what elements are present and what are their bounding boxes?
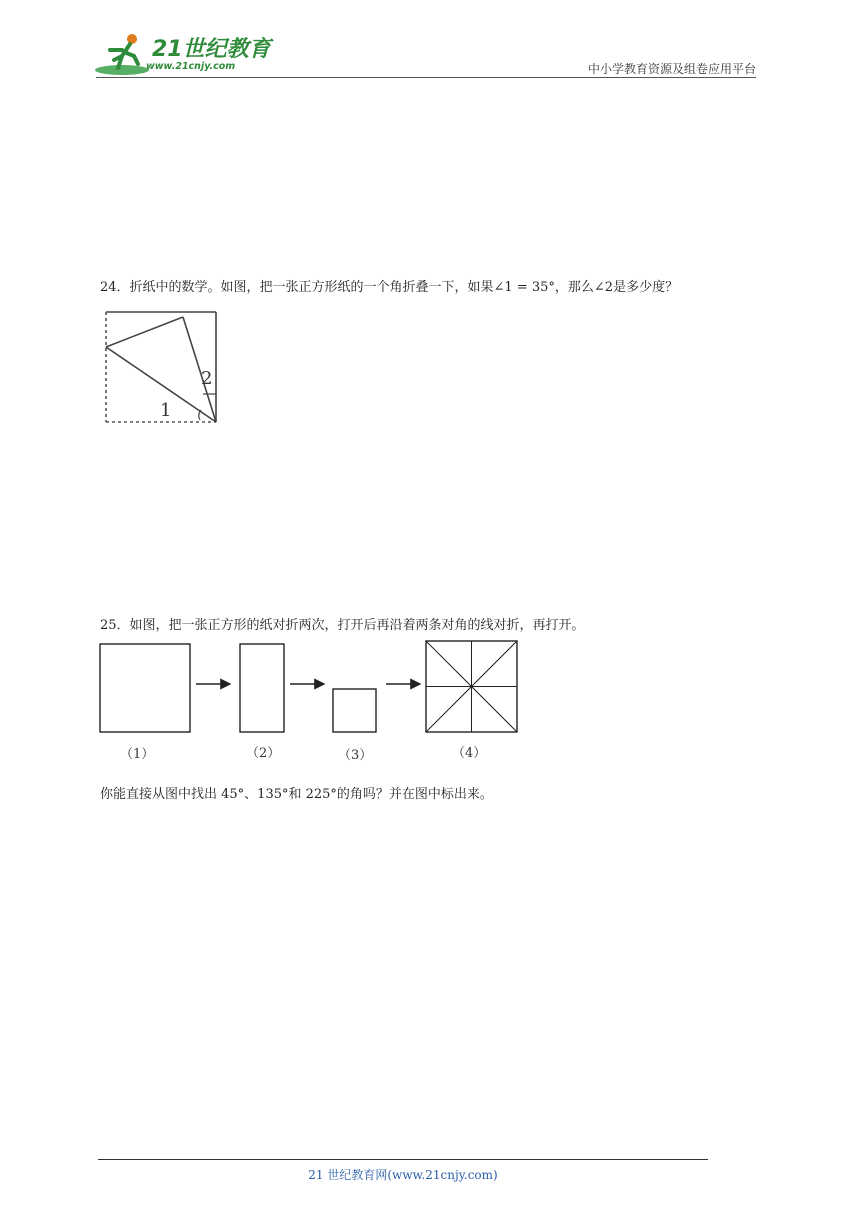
step-label-4: （4）	[452, 746, 487, 761]
step-label-2: （2）	[246, 746, 281, 761]
runner-logo-icon	[94, 30, 154, 78]
folded-square-figure	[100, 306, 222, 428]
question-25-text: 25．如图，把一张正方形的纸对折两次，打开后再沿着两条对角的线对折，再打开。	[100, 618, 585, 633]
footer-divider	[98, 1159, 708, 1160]
step-4-creased-square	[426, 641, 517, 732]
step-label-1: （1）	[120, 747, 155, 762]
logo-url: www.21cnjy.com	[146, 61, 236, 72]
angle-label-1: 1	[160, 400, 172, 421]
step-3-small-square	[333, 689, 376, 732]
step-1-square	[100, 644, 190, 732]
angle-label-2: 2	[201, 368, 213, 389]
site-logo	[94, 30, 271, 80]
footer-site-link[interactable]: 21 世纪教育网(www.21cnjy.com)	[308, 1168, 498, 1182]
step-2-rectangle	[240, 644, 284, 732]
header-platform-text: 中小学教育资源及组卷应用平台	[587, 62, 756, 76]
folding-steps-figure	[96, 636, 526, 766]
step-label-3: （3）	[338, 748, 373, 763]
question-25-followup: 你能直接从图中找出 45°、135°和 225°的角吗？并在图中标出来。	[100, 787, 493, 802]
header-divider	[96, 77, 756, 78]
question-24-text: 24．折纸中的数学。如图，把一张正方形纸的一个角折叠一下，如果∠1 = 35°，那么∠2是多少度？	[100, 280, 679, 295]
logo-title: 21世纪教育	[152, 37, 271, 62]
